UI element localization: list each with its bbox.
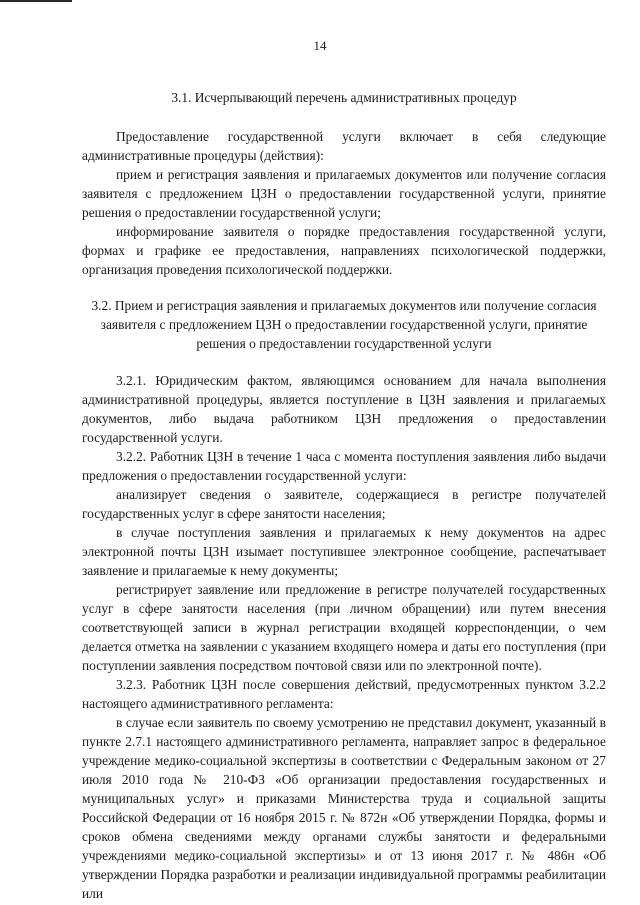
paragraph-3-2-1: 3.2.1. Юридическим фактом, являющимся основанием для начала выполнения административной процедуры, является поступление в ЦЗН заявления и прилагаемых документов, либо выдача работником ЦЗН предложения о предоставлении государственной услуги. xyxy=(82,373,606,445)
subsection-title: 3.2. Прием и регистрация заявления и прилагаемых документов или получение согласия заявителя с предложением ЦЗН о предоставлении государственной услуги, принятие решения о предоставлении государственной услуги xyxy=(91,298,597,351)
paragraph-register: регистрирует заявление или предложение в регистре получателей государственных услуг в сфере занятости населения (при личном обращении) или путем внесения соответствующей записи в журнал регистрации входящей корреспонденции, о чем делается отметка на заявлении с указанием входящего номера и даты его поступления (при поступлении заявления посредством почтовой связи или по электронной почте). xyxy=(82,582,606,673)
intro-paragraph-1: Предоставление государственной услуги включает в себя следующие административные процедуры (действия): xyxy=(82,129,606,163)
page-number: 14 xyxy=(313,38,327,53)
paragraph-request: в случае если заявитель по своему усмотрению не представил документ, указанный в пункте 2.7.1 настоящего административного регламента, направляет запрос в федеральное учреждение медико-социальной экспертизы в соответствии с Федеральным законом от 27 июля 2010 года № 210-ФЗ «Об организации предоставления государственных и муниципальных услуг» и приказами Министерства труда и социальной защиты Российской Федерации от 16 ноября 2015 г. № 872н «Об утверждении Порядка, формы и сроков обмена сведениями между органами службы занятости и федеральными учреждениями медико-социальной экспертизы» и от 13 июня 2017 г. № 486н «Об утверждении Порядка разработки и реализации индивидуальной программы реабилитации или xyxy=(82,715,606,901)
paragraph-3-2-3: 3.2.3. Работник ЦЗН после совершения действий, предусмотренных пунктом 3.2.2 настоящего административного регламента: xyxy=(82,677,606,711)
intro-paragraph-2: прием и регистрация заявления и прилагаемых документов или получение согласия заявителя с предложением ЦЗН о предоставлении государственной услуги, принятие решения о предоставлении государственной услуги; xyxy=(82,167,606,220)
paragraph-email: в случае поступления заявления и прилагаемых к нему документов на адрес электронной почты ЦЗН изымает поступившее электронное сообщение, распечатывает заявление и прилагаемые к нему документы; xyxy=(82,525,606,578)
document-body xyxy=(82,88,606,903)
paragraph-analyze: анализирует сведения о заявителе, содержащиеся в регистре получателей государственных услуг в сфере занятости населения; xyxy=(82,487,606,521)
scan-edge-mark xyxy=(0,0,72,2)
paragraph-3-2-2: 3.2.2. Работник ЦЗН в течение 1 часа с момента поступления заявления либо выдачи предложения о предоставлении государственной услуги: xyxy=(82,449,606,483)
section-title: 3.1. Исчерпывающий перечень административных процедур xyxy=(171,90,517,105)
intro-paragraph-3: информирование заявителя о порядке предоставления государственной услуги, формах и графике ее предоставления, направлениях психологической поддержки, организация проведения психологической поддержки. xyxy=(82,224,606,277)
